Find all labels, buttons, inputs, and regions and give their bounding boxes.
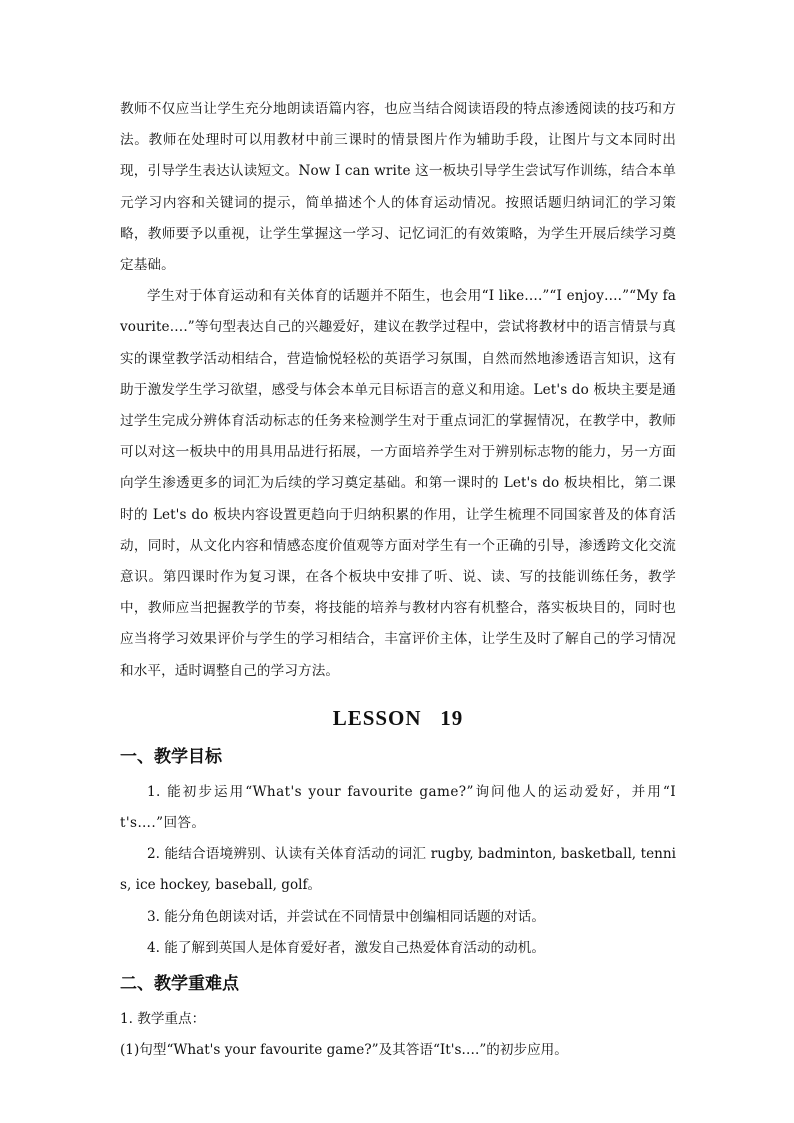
lesson-title: LESSON 19: [332, 705, 464, 730]
objective-item-3: 3. 能分角色朗读对话，并尝试在不同情景中创编相同话题的对话。: [147, 908, 545, 925]
section-heading-key-points: 二、教学重难点: [120, 974, 239, 995]
document-page: [120, 94, 676, 1066]
body-paragraph-2: 学生对于体育运动和有关体育的话题并不陌生，也会用“I like….”“I enjoy….”“My favourite….”等句型表达自己的兴趣爱好，建议在教学过程中，尝试将教材中的语言情景与真实的课堂教学活动相结合，营造愉悦轻松的英语学习氛围，自然而然地渗透语言知识，这有助于激发学生学习欲望，感受与体会本单元目标语言的意义和用途。Let's do 板块主要是通过学生完成分辨体育活动标志的任务来检测学生对于重点词汇的掌握情况，在教学中，教师可以对这一板块中的用具用品进行拓展，一方面培养学生对于辨别标志物的能力，另一方面向学生渗透更多的词汇为后续的学习奠定基础。和第一课时的 Let's do 板块相比，第二课时的 Let's do 板块内容设置更趋向于归纳积累的作用，让学生梳理不同国家普及的体育活动，同时，从文化内容和情感态度价值观等方面对学生有一个正确的引导，渗透跨文化交流意识。第四课时作为复习课，在各个板块中安排了听、说、读、写的技能训练任务，教学中，教师应当把握教学的节奏，将技能的培养与教材内容有机整合，落实板块目的，同时也应当将学习效果评价与学生的学习相结合，丰富评价主体，让学生及时了解自己的学习情况和水平，适时调整自己的学习方法。: [120, 288, 676, 679]
section-heading-objectives: 一、教学目标: [120, 746, 222, 767]
objective-item-4: 4. 能了解到英国人是体育爱好者，激发自己热爱体育活动的动机。: [147, 939, 545, 956]
objective-item-2: 2. 能结合语境辨别、认读有关体育活动的词汇 rugby, badminton, basketball, tennis, ice hockey, baseball, golf。: [120, 846, 676, 894]
key-point-1: (1)句型“What's your favourite game?”及其答语“It's….”的初步应用。: [120, 1042, 568, 1059]
objective-item-1: 1. 能初步运用“What's your favourite game?”询问他人的运动爱好，并用“It's….”回答。: [120, 783, 676, 832]
key-point-label: 1. 教学重点：: [120, 1011, 206, 1028]
body-paragraph-1: 教师不仅应当让学生充分地朗读语篇内容，也应当结合阅读语段的特点渗透阅读的技巧和方法。教师在处理时可以用教材中前三课时的情景图片作为辅助手段，让图片与文本同时出现，引导学生表达认读短文。Now I can write 这一板块引导学生尝试写作训练，结合本单元学习内容和关键词的提示，简单描述个人的体育运动情况。按照话题归纳词汇的学习策略，教师要予以重视，让学生掌握这一学习、记忆词汇的有效策略，为学生开展后续学习奠定基础。: [120, 101, 676, 274]
